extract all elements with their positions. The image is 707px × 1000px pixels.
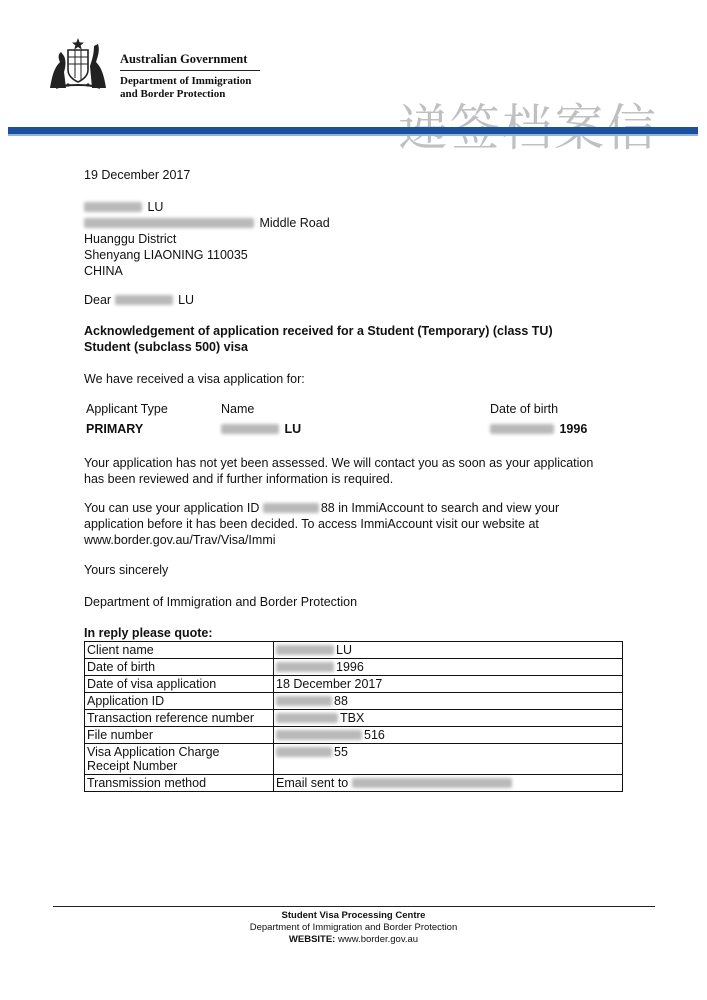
subject-line-2: Student (subclass 500) visa xyxy=(84,340,248,354)
footer-website-line xyxy=(0,934,707,946)
received-text: We have received a visa application for: xyxy=(84,372,305,386)
quote-value xyxy=(274,727,623,744)
quote-label: File number xyxy=(85,727,274,744)
address-district: Huanggu District xyxy=(84,232,177,246)
signoff: Department of Immigration and Border Protection xyxy=(84,595,358,609)
applicant-dob-year: 1996 xyxy=(559,422,588,436)
dob-header: Date of birth xyxy=(490,402,559,416)
address-name-line xyxy=(84,199,163,215)
title-rule xyxy=(120,70,260,71)
para2-line-1 xyxy=(84,500,559,516)
para2-line-2: application before it has been decided. To access ImmiAccount visit our website at xyxy=(84,517,539,531)
quote-table xyxy=(84,641,623,792)
para2-prefix: You can use your application ID xyxy=(84,501,260,515)
coat-of-arms-icon xyxy=(46,36,110,92)
quote-value xyxy=(274,775,623,792)
para2-website: www.border.gov.au/Trav/Visa/Immi xyxy=(84,533,276,547)
redacted-street xyxy=(84,218,254,228)
table-row xyxy=(85,642,623,659)
redacted-receipt-number xyxy=(276,747,332,757)
department-line-2: and Border Protection xyxy=(120,88,226,100)
quote-value xyxy=(274,659,623,676)
quote-label-line-1: Visa Application Charge xyxy=(87,745,220,759)
redacted-given-name xyxy=(221,424,279,434)
table-row xyxy=(85,693,623,710)
quote-label: Client name xyxy=(85,642,274,659)
file-number-suffix: 516 xyxy=(364,728,385,742)
redacted-given-name xyxy=(84,202,142,212)
quote-value xyxy=(274,710,623,727)
quote-value xyxy=(274,744,623,775)
footer-website: www.border.gov.au xyxy=(338,934,419,945)
redacted-file-number xyxy=(276,730,362,740)
redacted-transaction-ref xyxy=(276,713,338,723)
footer-website-label: WEBSITE: xyxy=(288,934,336,945)
redacted-dob xyxy=(276,662,334,672)
transaction-ref-suffix: TBX xyxy=(340,711,365,725)
government-title-block xyxy=(120,52,260,101)
quote-label: Date of visa application xyxy=(85,676,274,693)
quote-title: In reply please quote: xyxy=(84,626,213,640)
receipt-suffix: 55 xyxy=(334,745,348,759)
header-band-light xyxy=(8,134,698,136)
redacted-application-id xyxy=(276,696,332,706)
government-name: Australian Government xyxy=(120,52,248,66)
redacted-email xyxy=(352,778,512,788)
table-row xyxy=(85,775,623,792)
quote-value xyxy=(274,693,623,710)
closing: Yours sincerely xyxy=(84,563,169,577)
quote-label: Transaction reference number xyxy=(85,710,274,727)
para2-suffix: in ImmiAccount to search and view your xyxy=(338,501,560,515)
table-row xyxy=(85,727,623,744)
quote-label: Date of birth xyxy=(85,659,274,676)
subject-line-1: Acknowledgement of application received for a Student (Temporary) (class TU) xyxy=(84,324,553,338)
department-line-1: Department of Immigration xyxy=(120,75,252,87)
applicant-dob-value xyxy=(490,422,587,436)
footer-rule xyxy=(53,906,655,907)
address-street-suffix: Middle Road xyxy=(259,216,330,230)
quote-label xyxy=(85,744,274,775)
address-country: CHINA xyxy=(84,264,123,278)
table-row xyxy=(85,710,623,727)
footer-department: Department of Immigration and Border Protection xyxy=(249,922,458,933)
redacted-given-name xyxy=(115,295,173,305)
para1-line-1: Your application has not yet been assessed. We will contact you as soon as your application xyxy=(84,456,594,470)
quote-value xyxy=(274,642,623,659)
letter-date: 19 December 2017 xyxy=(84,168,191,182)
footer-centre: Student Visa Processing Centre xyxy=(281,910,426,921)
salutation-surname: LU xyxy=(178,293,195,307)
salutation-prefix: Dear xyxy=(84,293,112,307)
dob-year: 1996 xyxy=(336,660,364,674)
client-surname: LU xyxy=(336,643,352,657)
para1-line-2: has been reviewed and if further information is required. xyxy=(84,472,394,486)
table-row xyxy=(85,659,623,676)
transmission-prefix: Email sent to xyxy=(276,776,349,790)
redacted-given-name xyxy=(276,645,334,655)
address-street-line xyxy=(84,215,330,231)
address-city: Shenyang LIAONING 110035 xyxy=(84,248,248,262)
address-surname: LU xyxy=(147,200,164,214)
redacted-dob xyxy=(490,424,554,434)
application-id-suffix: 88 xyxy=(334,694,348,708)
applicant-surname: LU xyxy=(284,422,302,436)
para2-id-suffix: 88 xyxy=(320,501,335,515)
table-row xyxy=(85,744,623,775)
salutation xyxy=(84,292,194,308)
applicant-type-header: Applicant Type xyxy=(86,402,168,416)
quote-label-line-2: Receipt Number xyxy=(87,759,178,773)
name-header: Name xyxy=(221,402,255,416)
table-row xyxy=(85,676,623,693)
applicant-type-value: PRIMARY xyxy=(86,422,144,436)
redacted-application-id xyxy=(263,503,319,513)
quote-value: 18 December 2017 xyxy=(274,676,623,693)
applicant-name-value xyxy=(221,422,301,436)
quote-label: Application ID xyxy=(85,693,274,710)
quote-label: Transmission method xyxy=(85,775,274,792)
header-band xyxy=(8,127,698,134)
